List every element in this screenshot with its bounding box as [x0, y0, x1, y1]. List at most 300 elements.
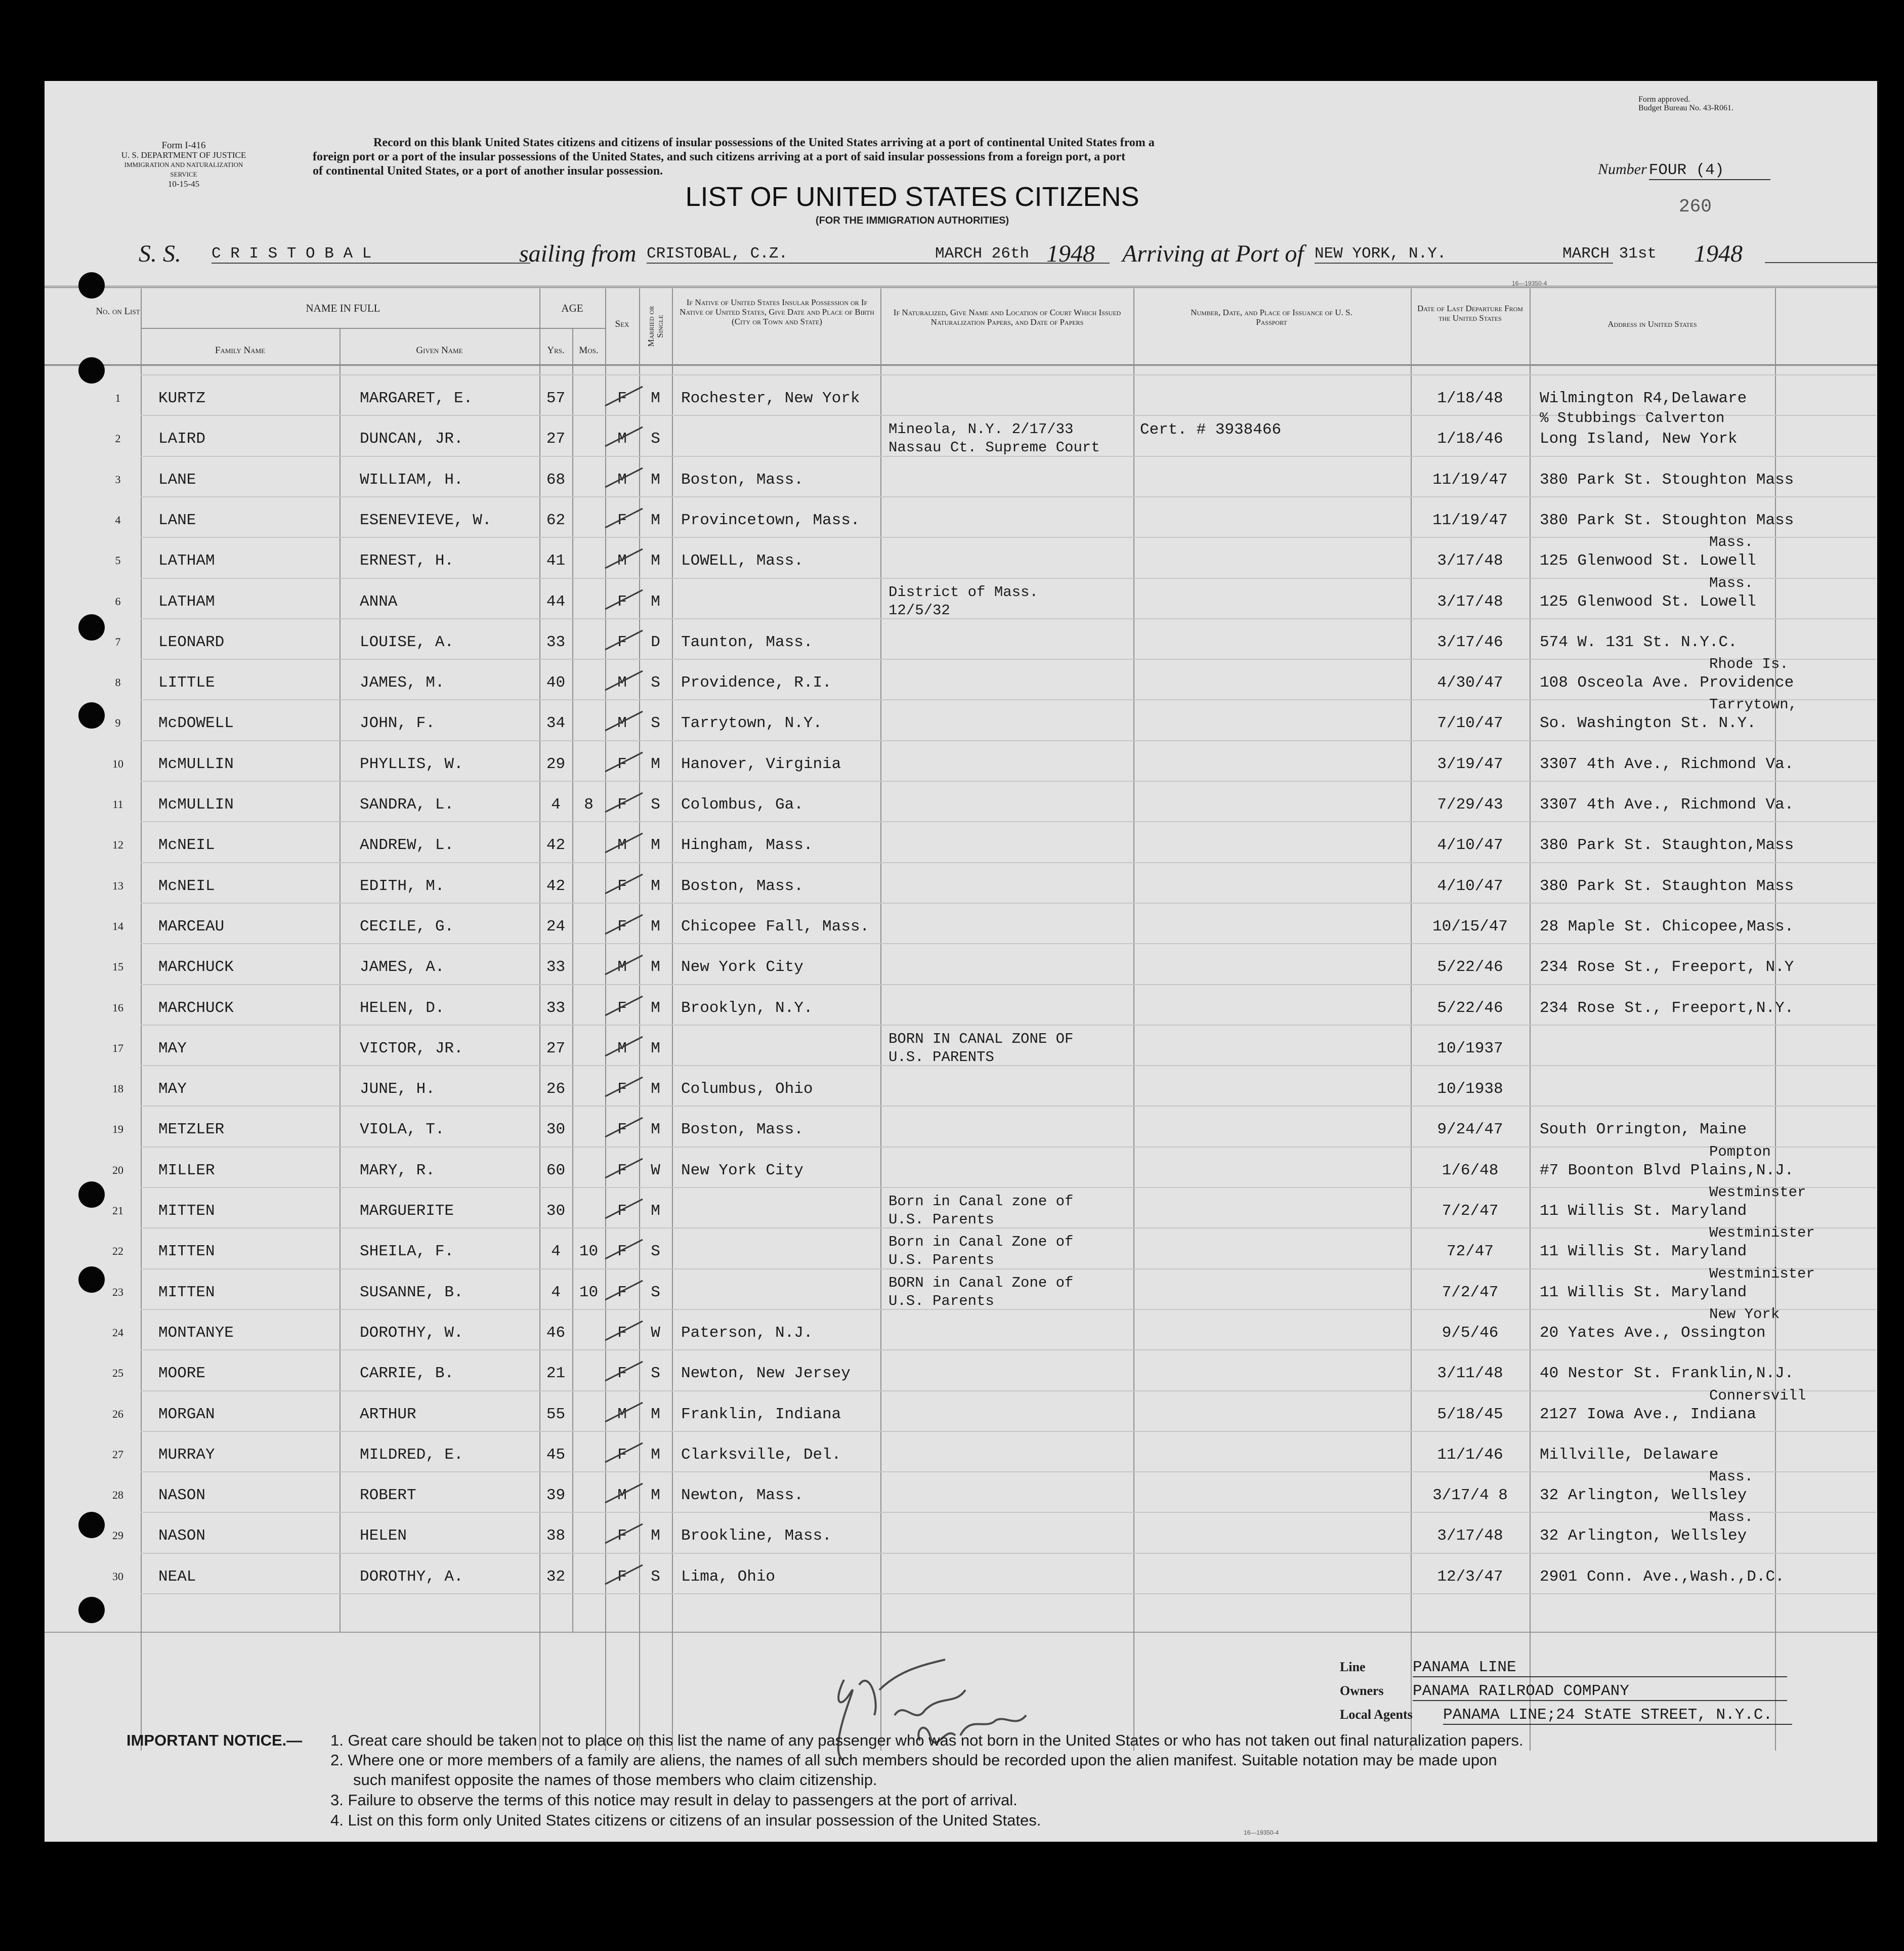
table-row [45, 369, 1877, 410]
departure-date: 9/24/47 [1437, 1121, 1503, 1139]
given-name: LOUISE, A. [360, 633, 454, 651]
family-name: McNEIL [158, 836, 215, 855]
header-no: No. on List [96, 306, 140, 317]
birthplace: Hanover, Virginia [681, 755, 841, 773]
service-name: IMMIGRATION AND NATURALIZATION SERVICE [124, 161, 243, 178]
table-row [45, 898, 1877, 938]
department-name: U. S. DEPARTMENT OF JUSTICE [121, 150, 246, 160]
departure-date: 7/10/47 [1437, 714, 1503, 733]
given-name: EDITH, M. [360, 877, 445, 895]
table-row [45, 1304, 1877, 1344]
check-mark-icon [601, 826, 647, 857]
marital-status: M [651, 836, 660, 855]
sex: M [617, 471, 627, 489]
sex: F [617, 1567, 627, 1586]
age-header-divider [539, 328, 605, 329]
family-name: LAIRD [158, 430, 206, 448]
birthplace: Boston, Mass. [681, 1121, 803, 1139]
punch-hole [78, 272, 105, 299]
age-years: 4 [551, 796, 561, 814]
naturalization-line-1: Born in Canal Zone of [888, 1234, 1074, 1251]
row-number: 26 [112, 1407, 123, 1420]
row-number: 11 [112, 798, 123, 811]
line-label: Line [1340, 1660, 1366, 1674]
table-row [45, 857, 1877, 898]
arrival-port: NEW YORK, N.Y. [1315, 245, 1613, 264]
birthplace: Provincetown, Mass. [681, 511, 860, 529]
owners-value: PANAMA RAILROAD COMPANY [1413, 1682, 1787, 1701]
check-mark-icon [601, 1274, 647, 1304]
age-years: 39 [546, 1487, 566, 1505]
birthplace: Franklin, Indiana [681, 1405, 841, 1423]
marital-status: M [651, 1446, 660, 1464]
check-mark-icon [601, 989, 647, 1020]
header-yrs: Yrs. [547, 345, 565, 356]
marital-status: S [651, 1365, 660, 1383]
sex: M [617, 674, 627, 692]
family-name: LEONARD [158, 633, 225, 651]
birthplace: New York City [681, 958, 803, 977]
row-number: 7 [115, 635, 121, 648]
table-row [45, 1385, 1877, 1426]
sailing-label: sailing from [519, 240, 637, 267]
naturalization-line-2: U.S. Parents [888, 1211, 994, 1228]
header-passport: Number, Date, and Place of Issuance of U. S. Passport [1191, 308, 1352, 327]
departure-date: 10/1937 [1437, 1039, 1503, 1057]
marital-status: S [651, 1283, 660, 1301]
family-name: MAY [158, 1080, 187, 1098]
marital-status: D [651, 633, 660, 651]
notice-4: 4. List on this form only United States citizens or citizens of an insular possession of the United States. [330, 1811, 1041, 1829]
age-months: 10 [579, 1283, 599, 1301]
given-name: JUNE, H. [360, 1080, 435, 1098]
departure-date: 7/2/47 [1442, 1283, 1499, 1301]
row-number: 18 [112, 1082, 123, 1095]
row-number: 13 [112, 879, 123, 892]
row-number: 16 [112, 1001, 123, 1014]
given-name: SHEILA, F. [360, 1243, 454, 1261]
punch-hole [78, 614, 105, 641]
sex: M [617, 1405, 627, 1423]
check-mark-icon [601, 379, 647, 410]
row-number: 15 [112, 960, 123, 973]
naturalization-line-1: Mineola, N.Y. 2/17/33 [888, 421, 1074, 438]
age-years: 27 [546, 430, 566, 448]
table-row [45, 776, 1877, 816]
notice-title: IMPORTANT NOTICE.— [126, 1731, 303, 1749]
departure-date: 3/19/47 [1437, 755, 1503, 773]
family-name: MONTANYE [158, 1324, 234, 1342]
check-mark-icon [601, 501, 647, 532]
address: 11 Willis St. Maryland [1540, 1202, 1747, 1220]
check-mark-icon [601, 867, 647, 898]
row-number: 19 [112, 1123, 123, 1136]
age-months: 10 [579, 1243, 599, 1261]
address: 234 Rose St., Freeport, N.Y [1540, 958, 1794, 977]
punch-hole [78, 702, 105, 729]
row-number: 28 [112, 1489, 123, 1502]
check-mark-icon [601, 704, 647, 735]
age-years: 45 [546, 1446, 566, 1464]
birthplace: Taunton, Mass. [681, 633, 813, 651]
address: 234 Rose St., Freeport,N.Y. [1540, 999, 1794, 1017]
sex: F [617, 633, 627, 651]
naturalization-line-1: District of Mass. [888, 583, 1038, 601]
header-departure: Date of Last Departure From the United States [1417, 304, 1523, 323]
family-name: MITTEN [158, 1243, 215, 1261]
birthplace: Tarrytown, N.Y. [681, 714, 823, 733]
marital-status: S [651, 430, 660, 448]
departure-date: 10/15/47 [1432, 917, 1508, 936]
sex: M [617, 714, 627, 733]
family-name: McNEIL [158, 877, 215, 895]
sex: F [617, 1243, 627, 1261]
check-mark-icon [601, 420, 647, 450]
age-years: 40 [546, 674, 566, 692]
manifest-sheet [45, 81, 1877, 1842]
age-years: 32 [546, 1567, 566, 1586]
age-years: 33 [546, 999, 566, 1017]
naturalization-line-2: 12/5/32 [888, 602, 950, 619]
given-name: CECILE, G. [360, 917, 454, 936]
given-name: ERNEST, H. [360, 552, 454, 570]
family-name: MITTEN [158, 1202, 215, 1220]
address: 125 Glenwood St. Lowell [1540, 552, 1756, 570]
age-years: 4 [551, 1243, 561, 1261]
family-name: NASON [158, 1487, 206, 1505]
from-port: CRISTOBAL, C.Z. [647, 245, 930, 264]
departure-date: 5/22/46 [1437, 999, 1503, 1017]
marital-status: M [651, 592, 660, 611]
age-years: 38 [546, 1527, 566, 1545]
age-years: 68 [546, 471, 566, 489]
address-city-line: Connersvill [1709, 1387, 1806, 1404]
address-city-line: Westminister [1709, 1265, 1815, 1282]
naturalization-line-1: Born in Canal zone of [888, 1193, 1074, 1210]
row-rule [141, 1593, 1876, 1594]
address: 11 Willis St. Maryland [1540, 1283, 1747, 1301]
approval-line-1: Form approved. [1638, 95, 1690, 104]
marital-status: M [651, 999, 660, 1017]
family-name: MARCHUCK [158, 958, 234, 977]
given-name: CARRIE, B. [360, 1365, 454, 1383]
marital-status: S [651, 714, 660, 733]
address-city-line: Mass. [1709, 1468, 1754, 1486]
row-number: 14 [112, 919, 123, 932]
check-mark-icon [601, 1395, 647, 1426]
given-name: JAMES, M. [360, 674, 445, 692]
table-row [45, 938, 1877, 979]
sex: M [617, 1487, 627, 1505]
address-city-line: Rhode Is. [1709, 656, 1789, 673]
marital-status: M [651, 877, 660, 895]
sex: M [617, 430, 627, 448]
arrival-year: 1948 [1694, 240, 1743, 267]
bottom-printer-mark: 16—19350-4 [1244, 1829, 1279, 1836]
age-years: 30 [546, 1202, 566, 1220]
arrival-date: MARCH 31st [1562, 245, 1657, 263]
table-row [45, 573, 1877, 619]
approval-line-2: Budget Bureau No. 43-R061. [1638, 104, 1733, 112]
marital-status: M [651, 511, 660, 529]
age-years: 42 [546, 877, 566, 895]
address: 32 Arlington, Wellsley [1540, 1527, 1747, 1545]
departure-date: 1/18/46 [1437, 430, 1503, 448]
given-name: SUSANNE, B. [360, 1283, 463, 1301]
row-number: 25 [112, 1367, 123, 1380]
sex: F [617, 1202, 627, 1220]
table-row [45, 735, 1877, 776]
given-name: MILDRED, E. [360, 1446, 463, 1464]
table-row [45, 1182, 1877, 1228]
birthplace: Lima, Ohio [681, 1567, 776, 1586]
birthplace: New York City [681, 1161, 803, 1179]
table-row [45, 694, 1877, 735]
given-name: DOROTHY, A. [360, 1567, 463, 1586]
marital-status: S [651, 1243, 660, 1261]
given-name: HELEN, D. [360, 999, 445, 1017]
departure-date: 1/6/48 [1442, 1161, 1499, 1179]
departure-date: 72/47 [1446, 1243, 1494, 1261]
departure-date: 1/18/48 [1437, 390, 1503, 407]
address: 2127 Iowa Ave., Indiana [1540, 1405, 1756, 1423]
marital-status: W [651, 1161, 660, 1179]
address: 380 Park St. Stoughton Mass [1540, 471, 1794, 489]
family-name: MITTEN [158, 1283, 215, 1301]
departure-date: 4/10/47 [1437, 877, 1503, 895]
table-top-border [45, 286, 1877, 288]
marital-status: M [651, 1121, 660, 1139]
age-years: 46 [546, 1324, 566, 1342]
birthplace: Brooklyn, N.Y. [681, 999, 813, 1017]
given-name: WILLIAM, H. [360, 471, 463, 489]
address-city-line: % Stubbings Calverton [1540, 410, 1725, 427]
header-sex: Sex [615, 319, 629, 329]
given-name: ANNA [360, 592, 398, 611]
table-row [45, 613, 1877, 654]
given-name: VIOLA, T. [360, 1121, 445, 1139]
punch-hole [78, 1181, 105, 1208]
family-name: McMULLIN [158, 796, 234, 814]
header-naturalized: If Naturalized, Give Name and Location of Court Which Issued Naturalization Papers, and Date of Papers [893, 308, 1121, 327]
birthplace: Hingham, Mass. [681, 836, 813, 855]
address: 20 Yates Ave., Ossington [1540, 1324, 1766, 1342]
address: 380 Park St. Staughton,Mass [1540, 836, 1794, 855]
given-name: PHYLLIS, W. [360, 755, 463, 773]
address: 40 Nestor St. Franklin,N.J. [1540, 1365, 1794, 1383]
address-city-line: New York [1709, 1305, 1780, 1323]
departure-date: 4/30/47 [1437, 674, 1503, 692]
birthplace: Colombus, Ga. [681, 796, 803, 814]
row-number: 23 [112, 1285, 123, 1298]
row-number: 21 [112, 1204, 123, 1217]
check-mark-icon [601, 461, 647, 491]
family-name: MORGAN [158, 1405, 215, 1423]
sex: F [617, 917, 627, 936]
check-mark-icon [601, 1436, 647, 1466]
age-years: 57 [546, 390, 566, 407]
sex: F [617, 592, 627, 611]
birthplace: LOWELL, Mass. [681, 552, 803, 570]
age-years: 27 [546, 1039, 566, 1057]
departure-date: 11/1/46 [1437, 1446, 1503, 1464]
notice-2b: such manifest opposite the names of those members who claim citizenship. [353, 1771, 877, 1789]
given-name: ROBERT [360, 1487, 416, 1505]
marital-status: W [651, 1324, 660, 1342]
marital-status: M [651, 390, 660, 407]
table-row [45, 1020, 1877, 1066]
table-bottom-border [45, 1632, 1877, 1633]
approval-block [1638, 95, 1733, 112]
sex: F [617, 1446, 627, 1464]
table-row [45, 532, 1877, 572]
departure-date: 7/2/47 [1442, 1202, 1499, 1220]
address: 2901 Conn. Ave.,Wash.,D.C. [1540, 1567, 1785, 1586]
sex: F [617, 755, 627, 773]
family-name: NEAL [158, 1567, 196, 1586]
check-mark-icon [601, 1233, 647, 1263]
header-birth: If Native of United States Insular Possession or If Native of United States, Give Date and Place of Birth (City or Town and State) [680, 298, 874, 326]
family-name: NASON [158, 1527, 206, 1545]
table-row [45, 816, 1877, 857]
sex: M [617, 958, 627, 977]
departure-date: 3/17/48 [1437, 552, 1503, 570]
name-header-divider [141, 328, 539, 329]
punch-hole [78, 357, 105, 384]
address: #7 Boonton Blvd Plains,N.J. [1540, 1161, 1794, 1179]
marital-status: S [651, 1567, 660, 1586]
header-address: Address in United States [1607, 319, 1697, 329]
marital-status: M [651, 552, 660, 570]
age-years: 30 [546, 1121, 566, 1139]
depart-date: MARCH 26th [920, 245, 1110, 264]
row-number: 4 [115, 513, 121, 526]
depart-year: 1948 [1046, 240, 1095, 267]
given-name: SANDRA, L. [360, 796, 454, 814]
birthplace: Paterson, N.J. [681, 1324, 813, 1342]
table-row [45, 1100, 1877, 1141]
check-mark-icon [601, 1030, 647, 1060]
sex: F [617, 877, 627, 895]
intro-line-3: of continental United States, or a port of another insular possession. [313, 164, 663, 178]
address: 108 Osceola Ave. Providence [1540, 674, 1794, 692]
check-mark-icon [601, 1314, 647, 1344]
naturalization-line-2: U.S. PARENTS [888, 1048, 994, 1066]
age-years: 42 [546, 836, 566, 855]
table-row [45, 654, 1877, 694]
departure-date: 11/19/47 [1432, 471, 1508, 489]
header-mos: Mos. [579, 345, 599, 356]
age-years: 62 [546, 511, 566, 529]
departure-date: 3/17/48 [1437, 592, 1503, 611]
marital-status: M [651, 471, 660, 489]
departure-date: 9/5/46 [1442, 1324, 1499, 1342]
marital-status: S [651, 796, 660, 814]
family-name: MARCHUCK [158, 999, 234, 1017]
age-years: 55 [546, 1405, 566, 1423]
given-name: MARGARET, E. [360, 390, 473, 407]
sex: F [617, 1283, 627, 1301]
row-number: 5 [115, 554, 121, 567]
age-years: 26 [546, 1080, 566, 1098]
table-row [45, 1426, 1877, 1466]
notice-1: 1. Great care should be taken not to place on this list the name of any passenger who was not born in the United States or who has not taken out final naturalization papers. [330, 1731, 1524, 1749]
row-number: 29 [112, 1529, 123, 1542]
marital-status: M [651, 1039, 660, 1057]
row-number: 20 [112, 1163, 123, 1176]
address: 28 Maple St. Chicopee,Mass. [1540, 917, 1794, 936]
family-name: METZLER [158, 1121, 225, 1139]
row-number: 10 [112, 757, 123, 770]
header-given-name: Given Name [416, 345, 463, 356]
owners-label: Owners [1340, 1683, 1384, 1698]
row-number: 22 [112, 1245, 123, 1258]
row-number: 3 [115, 473, 121, 486]
family-name: McMULLIN [158, 755, 234, 773]
row-number: 30 [112, 1570, 123, 1583]
header-family-name: Family Name [215, 345, 266, 356]
age-years: 60 [546, 1161, 566, 1179]
form-date: 10-15-45 [167, 179, 200, 189]
address: 574 W. 131 St. N.Y.C. [1540, 633, 1738, 651]
punch-hole [78, 1597, 105, 1623]
passport: Cert. # 3938466 [1140, 421, 1282, 439]
ss-label: S. S. [139, 240, 181, 267]
marital-status: M [651, 1202, 660, 1220]
number-label: Number [1598, 161, 1647, 178]
birthplace: Newton, Mass. [681, 1487, 803, 1505]
row-number: 9 [115, 716, 121, 730]
sex: M [617, 836, 627, 855]
family-name: LANE [158, 471, 196, 489]
family-name: LANE [158, 511, 196, 529]
check-mark-icon [601, 1070, 647, 1100]
naturalization-line-2: Nassau Ct. Supreme Court [888, 439, 1100, 456]
table-row [45, 1507, 1877, 1547]
printer-mark: 16—19350-4 [1512, 280, 1547, 287]
family-name: MAY [158, 1039, 187, 1057]
voyage-underline [1765, 262, 1877, 263]
given-name: MARY, R. [360, 1161, 435, 1179]
marital-status: M [651, 1080, 660, 1098]
address-city-line: Westminister [1709, 1224, 1815, 1242]
sex: F [617, 1161, 627, 1179]
marital-status: M [651, 1487, 660, 1505]
departure-date: 5/22/46 [1437, 958, 1503, 977]
address-city-line: Pompton [1709, 1143, 1771, 1160]
footer-agents [1340, 1706, 1792, 1725]
family-name: MURRAY [158, 1446, 215, 1464]
given-name: VICTOR, JR. [360, 1039, 463, 1057]
address: 32 Arlington, Wellsley [1540, 1487, 1747, 1505]
sex: F [617, 1324, 627, 1342]
given-name: ESENEVIEVE, W. [360, 511, 492, 529]
check-mark-icon [601, 948, 647, 979]
check-mark-icon [601, 908, 647, 938]
line-value: PANAMA LINE [1413, 1659, 1787, 1677]
address: 380 Park St. Stoughton Mass [1540, 511, 1794, 529]
sex: F [617, 1121, 627, 1139]
age-years: 33 [546, 958, 566, 977]
given-name: DUNCAN, JR. [360, 430, 463, 448]
check-mark-icon [601, 542, 647, 572]
check-mark-icon [601, 623, 647, 654]
birthplace: Boston, Mass. [681, 877, 803, 895]
given-name: ANDREW, L. [360, 836, 454, 855]
departure-date: 4/10/47 [1437, 836, 1503, 855]
address: 380 Park St. Staughton Mass [1540, 877, 1794, 895]
given-name: JAMES, A. [360, 958, 445, 977]
